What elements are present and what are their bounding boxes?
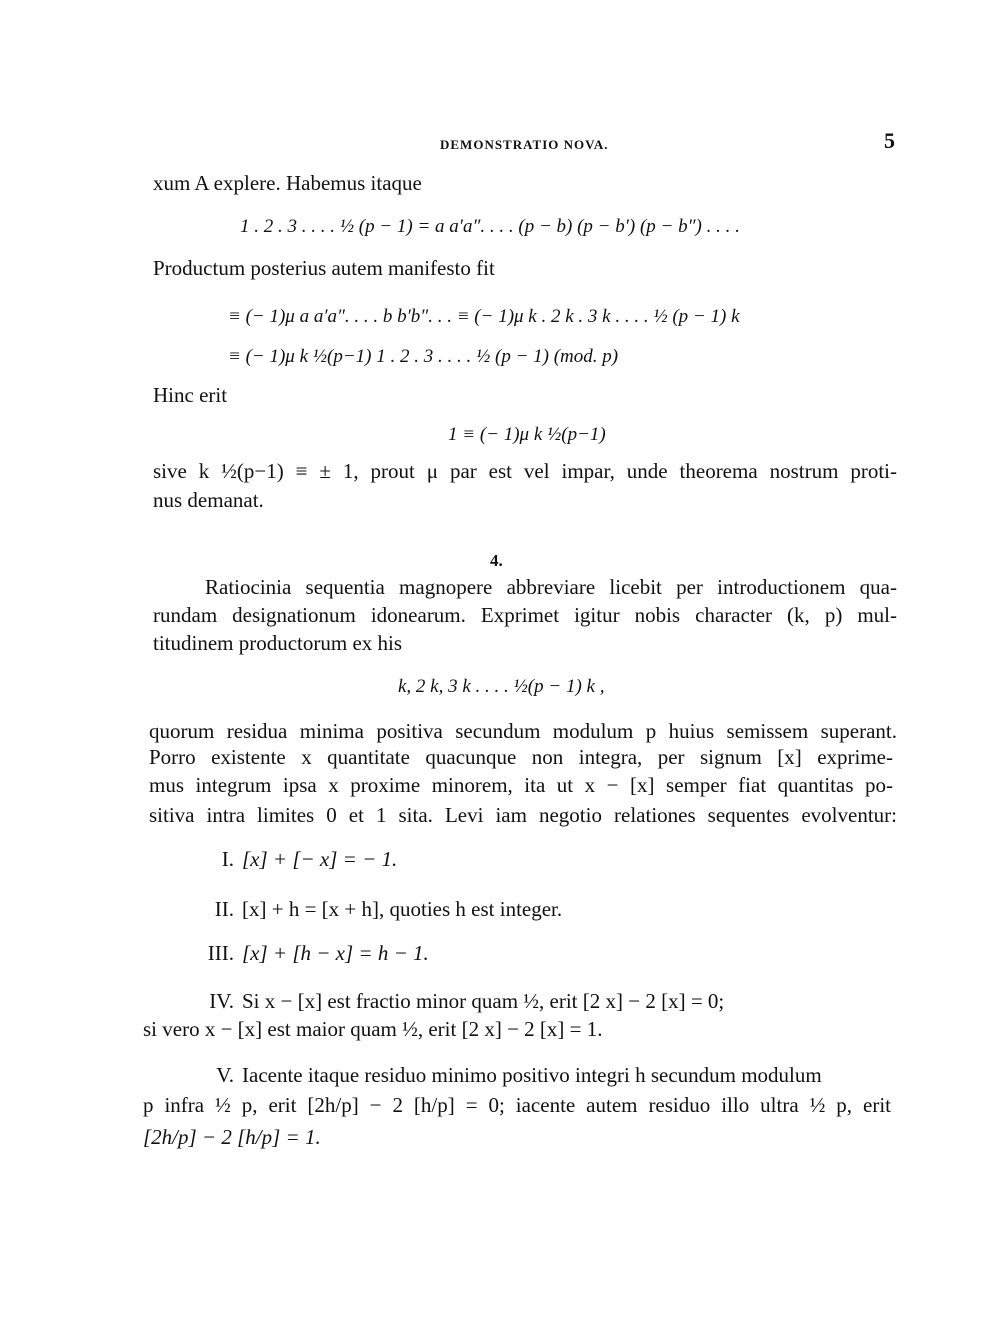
relation-label: I. (221, 847, 234, 871)
relation-text: [x] + [h − x] = h − 1. (242, 941, 429, 965)
relation-item (190, 940, 429, 966)
equation-congruence: ≡ (− 1)μ a a′a″. . . . b b′b″. . . ≡ (− 1)μ k . 2 k . 3 k . . . . ½ (p − 1) k (228, 306, 740, 327)
section-number: 4. (490, 551, 503, 570)
equation-congruence-mod: ≡ (− 1)μ k ½(p−1) 1 . 2 . 3 . . . . ½ (p − 1) (mod. p) (228, 346, 619, 367)
relation-label: III. (207, 941, 234, 965)
relation-label: IV. (209, 989, 234, 1013)
text-line: sive k ½(p−1) ≡ ± 1, prout μ par est vel impar, unde theorema nostrum proti- (153, 459, 897, 483)
page-number: 5 (884, 128, 895, 153)
text-line: Hinc erit (153, 383, 228, 407)
paragraph-line: Ratiocinia sequentia magnopere abbreviare licebit per introductionem qua- (205, 575, 897, 599)
relation-text: [x] + h = [x + h], quoties h est integer. (242, 897, 563, 921)
paragraph-line: mus integrum ipsa x proxime minorem, ita ut x − [x] semper fiat quantitas po- (149, 773, 893, 797)
relation-continuation: si vero x − [x] est maior quam ½, erit [2 x] − 2 [x] = 1. (143, 1017, 603, 1041)
equation-result: 1 ≡ (− 1)μ k ½(p−1) (448, 424, 606, 445)
paragraph-line: Porro existente x quantitate quacunque non integra, per signum [x] exprime- (149, 745, 893, 769)
relation-continuation: [2h/p] − 2 [h/p] = 1. (143, 1125, 321, 1149)
paragraph-line: titudinem productorum ex his (153, 631, 403, 655)
paragraph-line: quorum residua minima positiva secundum modulum p huius semissem superant. (149, 719, 897, 743)
relation-label: II. (214, 897, 234, 921)
text-line: Productum posterius autem manifesto fit (153, 256, 495, 280)
relation-item (190, 988, 724, 1014)
equation-multiples: k, 2 k, 3 k . . . . ½(p − 1) k , (398, 676, 605, 697)
relation-text: [x] + [− x] = − 1. (242, 847, 398, 871)
text-line: nus demanat. (153, 488, 264, 512)
relation-continuation: p infra ½ p, erit [2h/p] − 2 [h/p] = 0; iacente autem residuo illo ultra ½ p, erit (143, 1093, 891, 1117)
relation-label: V. (216, 1063, 234, 1087)
relation-item (190, 846, 397, 872)
text-line: xum A explere. Habemus itaque (153, 171, 422, 195)
running-title: DEMONSTRATIO NOVA. (440, 137, 609, 152)
equation-product: 1 . 2 . 3 . . . . ½ (p − 1) = a a′a″. . . . (p − b) (p − b′) (p − b″) . . . . (240, 216, 740, 237)
relation-text: Si x − [x] est fractio minor quam ½, erit [2 x] − 2 [x] = 0; (242, 989, 725, 1013)
relation-item (190, 1062, 822, 1088)
paragraph-line: rundam designationum idonearum. Exprimet igitur nobis character (k, p) mul- (153, 603, 897, 627)
paragraph-line: sitiva intra limites 0 et 1 sita. Levi iam negotio relationes sequentes evolventur: (149, 803, 897, 827)
relation-item (190, 896, 562, 922)
relation-text: Iacente itaque residuo minimo positivo integri h secundum modulum (242, 1063, 822, 1087)
